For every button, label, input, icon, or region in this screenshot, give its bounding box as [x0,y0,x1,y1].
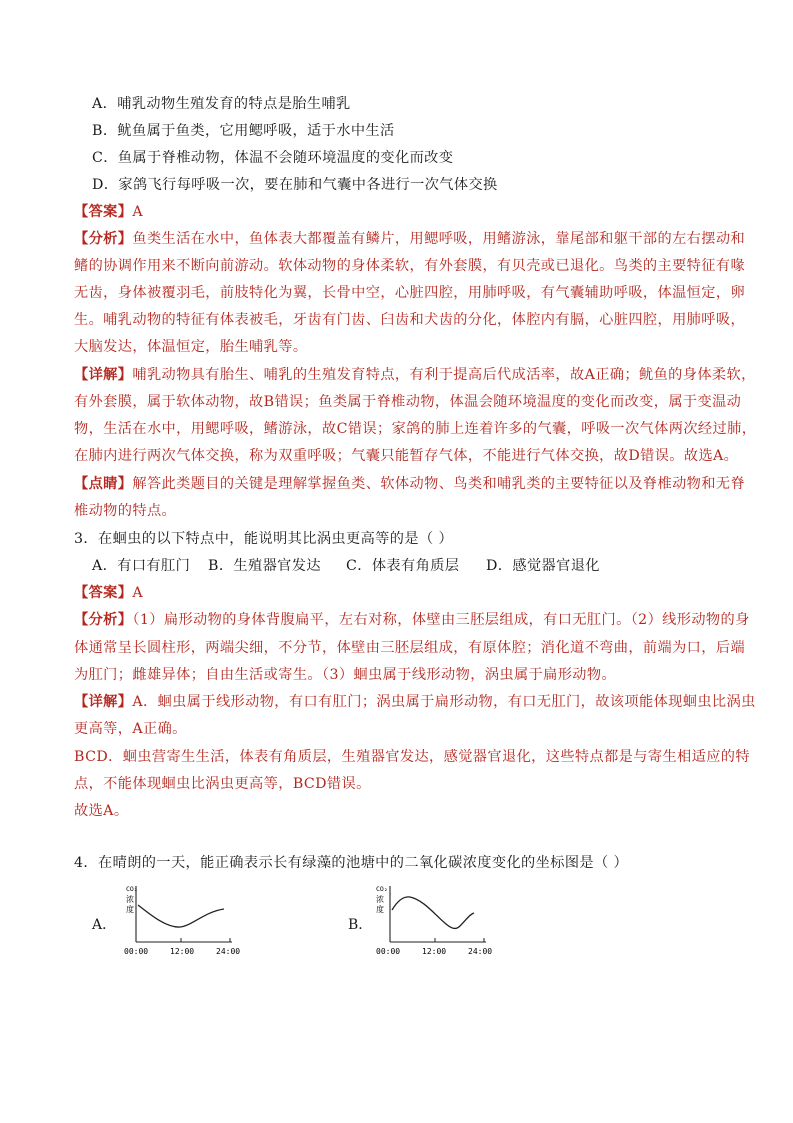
q3-analysis-line-1 [74,610,750,630]
y-axis-label-nong: 浓 [126,895,134,904]
y-axis-label-co2: CO₂ [376,885,388,893]
q3-option-b: B．生殖器官发达 [208,558,321,574]
q3-option-c: C．体表有角质层 [346,558,460,574]
y-axis-label-co2: CO₂ [126,885,138,893]
q3-detail-line-2: 更高等，A正确。 [74,721,187,737]
graph-b-label: B． [348,917,373,933]
x-tick-label-2: 24:00 [216,947,241,956]
detail-text: A．蛔虫属于线形动物，有口有肛门；涡虫属于扁形动物，有口无肛门，故该项能体现蛔虫比涡虫 [132,694,756,710]
answer-tag: 【答案】 [74,204,133,220]
answer-value: A [132,204,144,220]
q3-stem: 3．在蛔虫的以下特点中，能说明其比涡虫更高等的是（ ） [74,531,454,547]
curve-a [138,905,224,927]
q3-options [0,556,793,576]
q3-analysis-line-2: 体通常呈长圆柱形，两端尖细，不分节，体壁由三胚层组成，有原体腔；消化道不弯曲，前端为口，后端 [74,640,746,656]
q3-detail-line-1 [74,692,756,712]
x-tick-label-1: 12:00 [170,947,195,956]
q2-comment-line-2: 椎动物的特点。 [74,503,177,519]
analysis-tag: 【分析】 [74,612,133,628]
q2-option-a: A．哺乳动物生殖发育的特点是胎生哺乳 [92,96,351,112]
analysis-text: 鱼类生活在水中，鱼体表大都覆盖有鳞片，用鳃呼吸，用鳍游泳，靠尾部和躯干部的左右摆动和 [132,231,746,247]
q2-option-b: B．鱿鱼属于鱼类，它用鳃呼吸，适于水中生活 [92,123,395,139]
answer-value: A [132,585,144,601]
analysis-text: （1）扁形动物的身体背腹扁平，左右对称，体壁由三胚层组成，有口无肛门。（2）线形动物的身 [132,612,750,628]
detail-tag: 【详解】 [74,694,133,710]
q2-answer [74,202,143,222]
q3-detail-line-5: 故选A。 [74,803,129,819]
q3-analysis-line-3: 为肛门；雌雄异体；自由生活或寄生。（3）蛔虫属于线形动物，涡虫属于扁形动物。 [74,667,617,683]
y-axis-label-du: 度 [126,905,134,914]
x-tick-label-0: 00:00 [124,947,149,956]
x-tick-label-1: 12:00 [422,947,447,956]
q2-analysis-line-3: 无齿，身体被覆羽毛，前肢特化为翼，长骨中空，心脏四腔，用肺呼吸，有气囊辅助呼吸，体温恒定，卵 [74,285,746,301]
graph-a-label: A． [92,917,117,933]
comment-tag: 【点睛】 [74,476,133,492]
x-tick-label-2: 24:00 [468,947,493,956]
q2-detail-line-1 [74,365,756,385]
detail-text: 哺乳动物具有胎生、哺乳的生殖发育特点，有利于提高后代成活率，故A正确；鱿鱼的身体柔软， [132,367,756,383]
q4-stem: 4．在晴朗的一天，能正确表示长有绿藻的池塘中的二氧化碳浓度变化的坐标图是（ ） [74,855,629,871]
q3-answer [74,583,143,603]
q2-option-d: D．家鸽飞行每呼吸一次，要在肺和气囊中各进行一次气体交换 [92,177,498,193]
q3-detail-line-3: BCD．蛔虫营寄生生活，体表有角质层，生殖器官发达，感觉器官退化，这些特点都是与寄生相适应的特 [74,749,750,765]
q2-detail-line-4: 在肺内进行两次气体交换，称为双重呼吸；气囊只能暂存气体，不能进行气体交换，故D错误。故选A。 [74,448,739,464]
answer-tag: 【答案】 [74,585,133,601]
q2-analysis-line-2: 鳍的协调作用来不断向前游动。软体动物的身体柔软，有外套膜，有贝壳或已退化。鸟类的主要特征有喙 [74,258,746,274]
q3-option-a: A．有口有肛门 [92,558,191,574]
q2-analysis-line-4: 生。哺乳动物的特征有体表被毛，牙齿有门齿、臼齿和犬齿的分化，体腔内有膈，心脏四腔，用肺呼吸， [74,312,746,328]
x-tick-label-0: 00:00 [376,947,401,956]
q2-analysis-line-1 [74,229,745,249]
y-axis-label-nong: 浓 [376,895,384,904]
q3-option-d: D．感觉器官退化 [486,558,600,574]
analysis-tag: 【分析】 [74,231,133,247]
graph-a [112,880,252,960]
q2-detail-line-3: 物，生活在水中，用鳃呼吸，鳍游泳，故C错误；家鸽的肺上连着许多的气囊，呼吸一次气体两次经过肺， [74,421,757,437]
q2-analysis-line-5: 大脑发达，体温恒定，胎生哺乳等。 [74,339,308,355]
q2-comment-line-1 [74,474,745,494]
q2-detail-line-2: 有外套膜，属于软体动物，故B错误；鱼类属于脊椎动物，体温会随环境温度的变化而改变，属于变温动 [74,394,742,410]
q2-option-c: C．鱼属于脊椎动物，体温不会随环境温度的变化而改变 [92,150,454,166]
y-axis-label-du: 度 [376,905,384,914]
comment-text: 解答此类题目的关键是理解掌握鱼类、软体动物、鸟类和哺乳类的主要特征以及脊椎动物和无脊 [132,476,746,492]
q3-detail-line-4: 点，不能体现蛔虫比涡虫更高等，BCD错误。 [74,776,371,792]
graph-b [368,880,508,960]
detail-tag: 【详解】 [74,367,133,383]
curve-b [392,897,474,929]
